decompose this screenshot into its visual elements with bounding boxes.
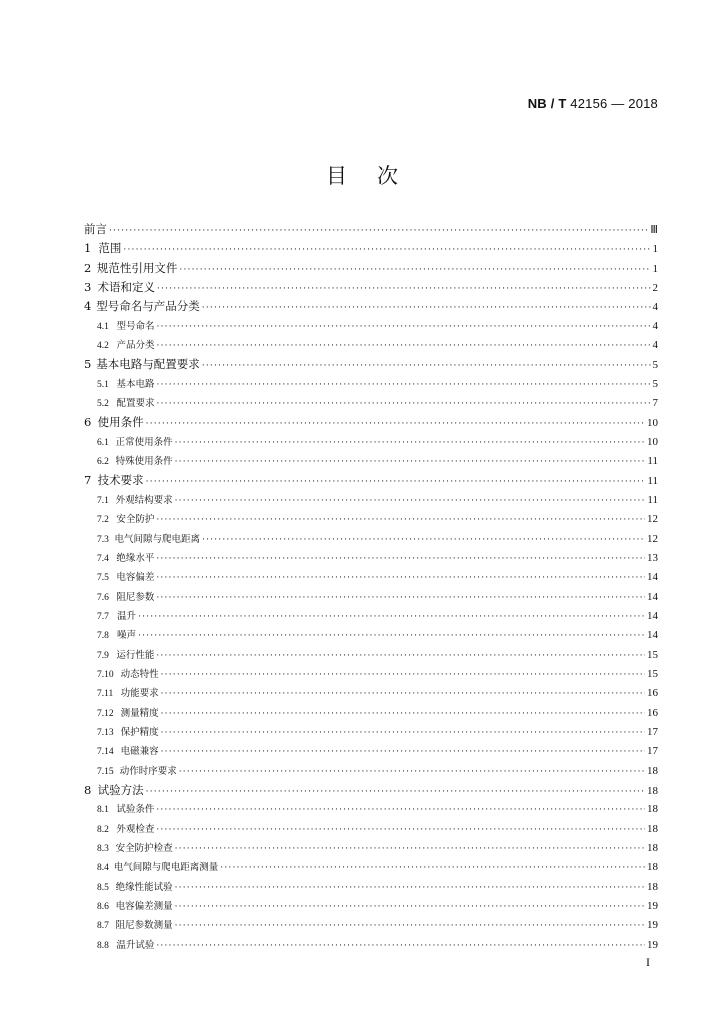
toc-entry-number: 7.10 bbox=[97, 669, 114, 680]
toc-entry-number: 6.1 bbox=[97, 437, 109, 448]
toc-entry-page: 14 bbox=[647, 629, 658, 642]
toc-entry[interactable] bbox=[84, 665, 658, 684]
toc-entry-number: 8 bbox=[84, 782, 92, 797]
toc-entry[interactable] bbox=[84, 684, 658, 703]
toc-entry-number: 6.2 bbox=[97, 457, 109, 468]
dot-leader bbox=[179, 763, 645, 782]
toc-entry-title: 阻尼参数测量 bbox=[115, 920, 173, 932]
toc-entry-page: 1 bbox=[652, 243, 658, 256]
toc-entry[interactable] bbox=[84, 858, 658, 877]
toc-entry-title: 前言 bbox=[84, 222, 107, 236]
dot-leader bbox=[146, 473, 646, 492]
toc-entry-title: 电磁兼容 bbox=[120, 746, 159, 758]
toc-entry[interactable] bbox=[84, 510, 658, 529]
toc-entry[interactable] bbox=[84, 820, 658, 839]
toc-entry-title: 基本电路与配置要求 bbox=[96, 357, 200, 372]
toc-entry-number: 7.8 bbox=[97, 631, 109, 642]
toc-entry[interactable] bbox=[84, 355, 658, 374]
document-code-prefix: NB / T bbox=[527, 96, 567, 111]
toc-entry-title: 外观结构要求 bbox=[115, 494, 173, 506]
toc-entry-page: 15 bbox=[647, 648, 658, 661]
toc-entry-title: 电气间隙与爬电距离测量 bbox=[113, 862, 219, 874]
toc-entry-title: 温升 bbox=[117, 610, 137, 622]
toc-entry-number: 8.8 bbox=[97, 940, 109, 951]
toc-entry-number: 8.4 bbox=[97, 863, 109, 874]
toc-entry-title: 安全防护检查 bbox=[115, 843, 173, 854]
toc-entry-title: 运行性能 bbox=[116, 649, 155, 661]
toc-entry[interactable] bbox=[84, 471, 658, 490]
toc-entry-number: 7.4 bbox=[97, 553, 109, 564]
dot-leader bbox=[175, 879, 645, 898]
toc-entry-title: 绝缘水平 bbox=[116, 552, 155, 564]
toc-entry-number: 7.13 bbox=[97, 727, 114, 738]
toc-entry[interactable] bbox=[84, 936, 658, 955]
toc-entry[interactable] bbox=[84, 878, 658, 897]
dot-leader bbox=[175, 453, 646, 472]
toc-entry-title: 术语和定义 bbox=[97, 280, 155, 295]
dot-leader bbox=[138, 627, 645, 646]
dot-leader bbox=[146, 783, 645, 802]
toc-entry-title: 保护精度 bbox=[120, 726, 159, 738]
toc-entry-page: 16 bbox=[647, 687, 658, 700]
toc-entry-page: 12 bbox=[647, 513, 658, 526]
toc-entry-page: 12 bbox=[647, 532, 658, 545]
toc-entry[interactable] bbox=[84, 626, 658, 645]
toc-entry[interactable] bbox=[84, 742, 658, 761]
toc-entry[interactable] bbox=[84, 239, 658, 258]
toc-entry-page: 7 bbox=[652, 397, 658, 410]
toc-entry[interactable] bbox=[84, 897, 658, 916]
toc-entry-number: 1 bbox=[84, 241, 92, 256]
dot-leader bbox=[161, 705, 645, 724]
toc-entry-title: 电容偏差测量 bbox=[115, 901, 173, 913]
toc-entry[interactable] bbox=[84, 297, 658, 316]
toc-entry[interactable] bbox=[84, 413, 658, 432]
toc-entry-page: Ⅲ bbox=[650, 224, 658, 236]
toc-entry-page: 18 bbox=[647, 861, 658, 874]
toc-entry[interactable] bbox=[84, 433, 658, 452]
toc-entry-number: 8.2 bbox=[97, 824, 109, 835]
toc-entry-number: 5.1 bbox=[97, 379, 109, 390]
toc-entry-number: 5.2 bbox=[97, 399, 109, 410]
toc-entry-number: 7.12 bbox=[97, 708, 114, 719]
toc-entry-number: 4 bbox=[84, 299, 92, 314]
toc-entry-number: 4.2 bbox=[97, 341, 109, 352]
toc-entry-page: 18 bbox=[647, 880, 658, 893]
toc-entry-number: 5 bbox=[84, 357, 92, 372]
toc-entry-title: 规范性引用文件 bbox=[96, 260, 178, 275]
toc-entry-title: 温升试验 bbox=[116, 939, 155, 951]
toc-entry-page: 16 bbox=[647, 706, 658, 719]
toc-entry[interactable] bbox=[84, 781, 658, 800]
toc-entry-number: 7.1 bbox=[97, 495, 109, 506]
toc-entry-title: 试验方法 bbox=[97, 782, 144, 797]
dot-leader bbox=[175, 898, 645, 917]
toc-entry-page: 15 bbox=[647, 667, 658, 680]
dot-leader bbox=[161, 743, 645, 762]
dot-leader bbox=[156, 511, 645, 530]
toc-entry[interactable] bbox=[84, 278, 658, 297]
dot-leader bbox=[156, 569, 645, 588]
toc-entry[interactable] bbox=[84, 704, 658, 723]
toc-entry-page: 5 bbox=[652, 359, 658, 372]
toc-entry-page: 11 bbox=[647, 455, 658, 468]
toc-entry-number: 8.7 bbox=[97, 921, 109, 932]
toc-entry[interactable] bbox=[84, 916, 658, 935]
toc-entry-number: 7.11 bbox=[97, 689, 114, 700]
dot-leader bbox=[157, 337, 651, 356]
toc-entry[interactable] bbox=[84, 394, 658, 413]
toc-entry-page: 18 bbox=[647, 822, 658, 835]
toc-entry-page: 14 bbox=[647, 571, 658, 584]
toc-entry-title: 技术要求 bbox=[97, 473, 144, 488]
toc-entry[interactable] bbox=[84, 762, 658, 781]
toc-entry-page: 18 bbox=[647, 764, 658, 777]
dot-leader bbox=[146, 415, 645, 434]
toc-entry-number: 6 bbox=[84, 415, 92, 430]
dot-leader bbox=[202, 299, 651, 318]
toc-entry-number: 2 bbox=[84, 260, 92, 275]
toc-entry-title: 测量精度 bbox=[120, 707, 159, 719]
toc-entry-number: 7.9 bbox=[97, 650, 109, 661]
toc-entry-number: 8.3 bbox=[97, 844, 109, 854]
dot-leader bbox=[161, 666, 645, 685]
toc-entry-page: 18 bbox=[647, 784, 658, 797]
dot-leader bbox=[175, 840, 645, 859]
toc-entry-number: 8.6 bbox=[97, 902, 109, 913]
toc-entry-number: 7.2 bbox=[97, 515, 109, 526]
toc-entry-title: 绝缘性能试验 bbox=[115, 881, 173, 893]
toc-entry-page: 19 bbox=[647, 919, 658, 932]
dot-leader bbox=[202, 531, 645, 550]
toc-entry[interactable] bbox=[84, 259, 658, 278]
toc-entry-title: 使用条件 bbox=[97, 415, 144, 430]
dot-leader bbox=[157, 280, 651, 299]
dot-leader bbox=[123, 241, 650, 260]
document-code-number: 42156 — 2018 bbox=[570, 96, 658, 111]
toc-entry-title: 动态特性 bbox=[120, 668, 159, 680]
toc-entry-title: 噪声 bbox=[117, 630, 137, 642]
toc-entry-page: 5 bbox=[652, 377, 658, 390]
toc-entry-page: 14 bbox=[647, 609, 658, 622]
toc-entry-title: 电容偏差 bbox=[116, 572, 155, 584]
page-title: 目次 bbox=[326, 164, 428, 188]
toc-entry-page: 1 bbox=[652, 262, 658, 275]
toc-entry-number: 8.1 bbox=[97, 805, 109, 816]
dot-leader bbox=[157, 395, 651, 414]
dot-leader bbox=[156, 550, 645, 569]
toc-entry-title: 基本电路 bbox=[116, 378, 155, 390]
toc-entry-title: 外观检查 bbox=[116, 823, 155, 835]
dot-leader bbox=[175, 492, 646, 511]
page-number: I bbox=[646, 955, 650, 969]
toc-entry-page: 17 bbox=[647, 725, 658, 738]
toc-entry[interactable] bbox=[84, 317, 658, 336]
toc-entry-page: 4 bbox=[652, 319, 658, 332]
toc-entry-page: 4 bbox=[652, 301, 658, 314]
dot-leader bbox=[175, 917, 645, 936]
toc-entry[interactable] bbox=[84, 491, 658, 510]
toc-entry-number: 7.14 bbox=[97, 747, 114, 758]
toc-entry-number: 7.15 bbox=[97, 766, 114, 777]
toc-entry[interactable] bbox=[84, 375, 658, 394]
toc-entry[interactable] bbox=[84, 588, 658, 607]
toc-entry-page: 11 bbox=[647, 493, 658, 506]
dot-leader bbox=[175, 434, 645, 453]
toc-entry[interactable] bbox=[84, 549, 658, 568]
toc-entry-title: 配置要求 bbox=[116, 398, 155, 410]
toc-entry-page: 14 bbox=[647, 590, 658, 603]
toc-entry-title: 功能要求 bbox=[120, 688, 159, 700]
toc-entry-page: 4 bbox=[652, 339, 658, 352]
toc-entry[interactable] bbox=[84, 646, 658, 665]
toc-entry-page: 19 bbox=[647, 900, 658, 913]
toc-entry-number: 3 bbox=[84, 280, 92, 295]
toc-entry-page: 19 bbox=[647, 938, 658, 951]
toc-entry[interactable] bbox=[84, 530, 658, 549]
toc-entry-number: 8.5 bbox=[97, 882, 109, 893]
toc-entry-title: 正常使用条件 bbox=[115, 436, 173, 448]
table-of-contents bbox=[84, 220, 658, 955]
toc-entry-title: 动作时序要求 bbox=[119, 765, 177, 777]
toc-entry[interactable] bbox=[84, 800, 658, 819]
toc-entry-title: 试验条件 bbox=[116, 804, 155, 816]
toc-entry[interactable] bbox=[84, 839, 658, 858]
toc-entry-number: 7 bbox=[84, 473, 92, 488]
toc-entry-title: 安全防护 bbox=[116, 514, 155, 526]
toc-entry-page: 18 bbox=[647, 842, 658, 854]
toc-entry[interactable] bbox=[84, 336, 658, 355]
toc-entry-title: 特殊使用条件 bbox=[115, 456, 173, 468]
toc-entry[interactable] bbox=[84, 723, 658, 742]
dot-leader bbox=[202, 357, 651, 376]
dot-leader bbox=[156, 821, 645, 840]
toc-entry-page: 11 bbox=[647, 475, 658, 488]
dot-leader bbox=[161, 724, 645, 743]
toc-entry-number: 7.3 bbox=[97, 534, 109, 545]
toc-entry-number: 4.1 bbox=[97, 321, 109, 332]
dot-leader bbox=[156, 937, 645, 956]
toc-entry[interactable] bbox=[84, 607, 658, 626]
toc-entry-title: 电气间隙与爬电距离 bbox=[114, 533, 201, 545]
toc-entry-number: 7.6 bbox=[97, 592, 109, 603]
dot-leader bbox=[179, 261, 650, 280]
toc-entry-page: 2 bbox=[652, 282, 658, 295]
toc-entry-number: 7.5 bbox=[97, 573, 109, 584]
dot-leader bbox=[138, 608, 645, 627]
toc-entry[interactable] bbox=[84, 568, 658, 587]
dot-leader bbox=[220, 859, 645, 878]
toc-entry-page: 13 bbox=[647, 551, 658, 564]
dot-leader bbox=[156, 589, 645, 608]
toc-entry-title: 型号命名 bbox=[116, 320, 155, 332]
dot-leader bbox=[161, 685, 645, 704]
toc-entry-page: 17 bbox=[647, 745, 658, 758]
toc-entry-page: 18 bbox=[647, 803, 658, 816]
toc-entry-number: 7.7 bbox=[97, 611, 109, 622]
toc-entry-page: 10 bbox=[647, 435, 658, 448]
toc-entry-page: 10 bbox=[647, 417, 658, 430]
dot-leader bbox=[157, 318, 651, 337]
dot-leader bbox=[156, 647, 645, 666]
toc-entry-title: 产品分类 bbox=[116, 340, 155, 352]
toc-entry-title: 型号命名与产品分类 bbox=[96, 299, 200, 314]
toc-entry[interactable] bbox=[84, 220, 658, 239]
dot-leader bbox=[157, 376, 651, 395]
document-code bbox=[528, 96, 658, 111]
dot-leader bbox=[109, 222, 648, 241]
dot-leader bbox=[156, 801, 645, 820]
toc-entry-title: 阻尼参数 bbox=[116, 591, 155, 603]
toc-entry-title: 范围 bbox=[98, 241, 122, 256]
toc-entry[interactable] bbox=[84, 452, 658, 471]
